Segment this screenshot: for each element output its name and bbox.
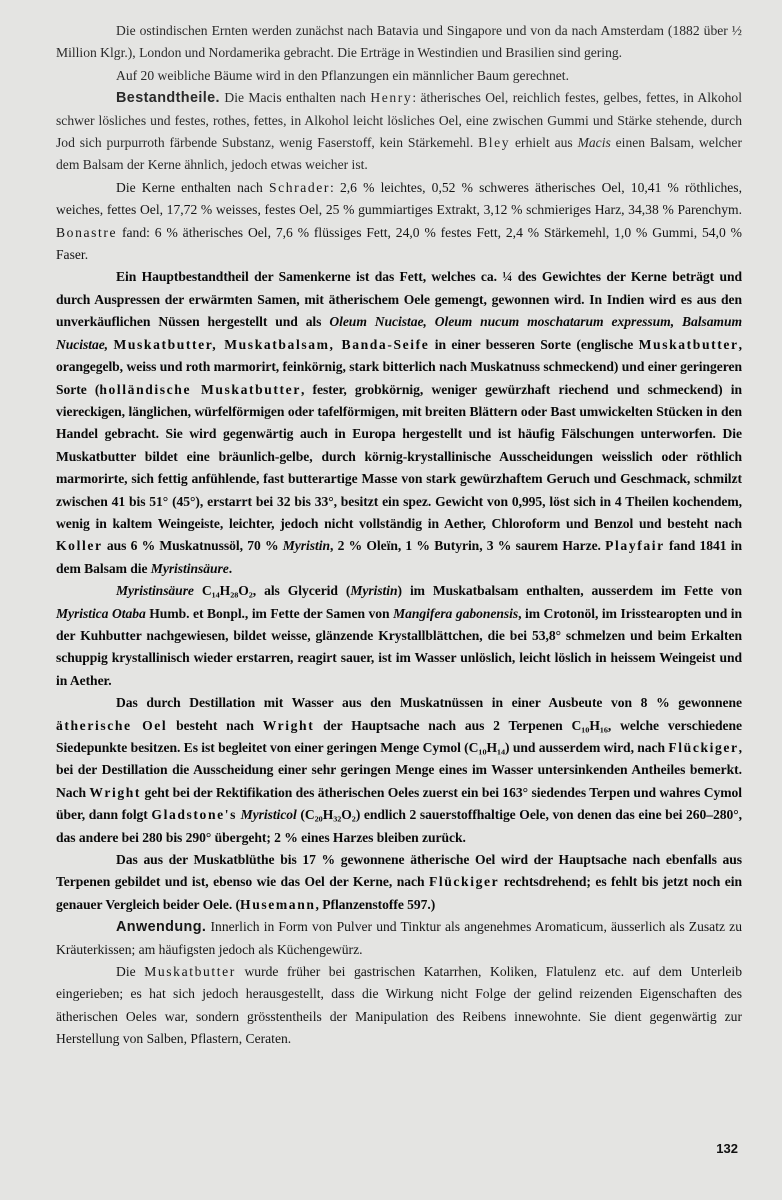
paragraph-anwendung: Anwendung. Innerlich in Form von Pulver und Tinktur als angenehmes Aromaticum, äusserlich als Zusatz zu Kräuterkissen; am häufigsten jedoch als Küchengewürz. (56, 919, 742, 957)
italic-term: Myristica Otaba (56, 605, 146, 621)
italic-term: Myristin (350, 583, 398, 599)
paragraph-muskatbluethe: Das aus der Muskatblüthe bis 17 % gewonnene ätherische Oel wird der Hauptsache nach ebenfalls aus Terpenen gebildet und ist, ebenso wie das Oel der Kerne, nach Flückiger rechtsdrehend; es fehlt bis jetzt noch ein genauer Vergleich beider Oele. (Husemann, Pflanzenstoffe 597.) (56, 852, 742, 912)
author-name: Schrader (268, 179, 331, 195)
spaced-term: Muskatbutter (638, 336, 739, 352)
paragraph-kerne: Die Kerne enthalten nach Schrader: 2,6 % leichtes, 0,52 % schweres ätherisches Oel, 10,41 % röthliches, weiches, fettes Oel, 17,72 % weisses, festes Oel, 25 % gummiartiges Extrakt, 3,12 % schmieriges Harz, 34,38 % Parenchym. Bonastre fand: 6 % ätherisches Oel, 7,6 % flüssiges Fett, 24,0 % festes Fett, 2,4 % Stärkemehl, 1,0 % Gummi, 54,0 % Faser. (56, 179, 742, 263)
section-heading-anwendung: Anwendung. (116, 919, 207, 936)
author-name: Playfair (605, 538, 665, 554)
author-name: Wright (89, 784, 142, 800)
italic-term: Myristicol (240, 807, 297, 823)
italic-term: Mangifera gabonensis (393, 605, 519, 621)
paragraph-muskatbutter-use: Die Muskatbutter wurde früher bei gastrischen Katarrhen, Koliken, Flatulenz etc. auf dem Unterleib eingerieben; es hat sich jedoch herausgestellt, dass die Wirkung nicht Folge der gelind reizenden Eigenschaften des ätherischen Oeles war, sondern grösstentheils der Manipulation des Reibens innewohnte. Sie dient gegenwärtig zur Herstellung von Salben, Pflastern, Ceraten. (56, 964, 742, 1047)
paragraph-harvest: Die ostindischen Ernten werden zunächst nach Batavia und Singapore und von da nach Amsterdam (1882 über ½ Million Klgr.), London und Nordamerika gebracht. Die Erträge in Westindien und Brasilien sind gering. (56, 23, 742, 61)
paragraph-trees: Auf 20 weibliche Bäume wird in den Pflanzungen ein männlicher Baum gerechnet. (116, 67, 569, 83)
author-name: Bley (478, 135, 511, 151)
author-name: Flückiger (668, 740, 739, 755)
author-name: Wright (262, 717, 315, 733)
italic-term: Macis (577, 135, 611, 151)
spaced-term: ätherische Oel (56, 717, 168, 733)
author-name: Flückiger (428, 874, 500, 890)
author-name: Husemann (240, 896, 316, 912)
section-heading-bestandtheile: Bestandtheile. (116, 90, 220, 107)
author-name: Henry (370, 90, 413, 106)
paragraph-aetherisches-oel: Das durch Destillation mit Wasser aus den Muskatnüssen in einer Ausbeute von 8 % gewonnene ätherische Oel besteht nach Wright der Hauptsache nach aus 2 Terpenen C₁₀H₁₆, welche verschiedene Siedepunkte besitzen. Es ist begleitet von einer geringen Menge Cymol (C₁₀H₁₄) und ausserdem wird, nach Flückiger, bei der Destillation die Ausscheidung einer sehr geringen Menge eines im Wasser untersinkenden Antheiles bemerkt. Nach Wright geht bei der Rektifikation des ätherischen Oeles zuerst ein bei 163° siedendes Terpen und wahres Cymol über, dann folgt Gladstone's Myristicol (C₂₀H₃₂O₂) endlich 2 sauerstoffhaltige Oele, von denen das eine bei 260–280°, das andere bei 280 bis 290° übergeht; 2 % eines Harzes bleiben zurück. (56, 695, 743, 845)
italic-term: Myristinsäure (150, 560, 229, 576)
italic-term: Myristinsäure (116, 583, 194, 599)
author-name: Gladstone's (151, 807, 238, 823)
spaced-term: Muskatbutter, Muskatbalsam, Banda-Seife (113, 336, 430, 352)
page-number: 132 (716, 1140, 738, 1156)
spaced-term: holländische Muskatbutter (99, 381, 301, 397)
italic-term: Myristin (282, 538, 330, 554)
italic-term: Oleum Nucistae, Oleum nucum moschatarum expressum, Balsamum Nucistae, (56, 314, 742, 352)
author-name: Koller (56, 538, 103, 554)
spaced-term: Muskatbutter (144, 964, 236, 980)
paragraph-myristinsaeure: Myristinsäure C₁₄H₂₈O₂, als Glycerid (Myristin) im Muskatbalsam enthalten, ausserdem im Fette von Myristica Otaba Humb. et Bonpl., im Fette der Samen von Mangifera gabonensis, im Crotonöl, im Irisstearopten und in der Kuhbutter nachgewiesen, bildet weisse, glänzende Krystallblättchen, die bei 53,8° schmelzen und beim Erkalten schuppig krystallinisch wieder erstarren, reagirt sauer, ist im Wasser unlöslich, leicht löslich in heissem Weingeist und in Aether. (56, 583, 743, 688)
paragraph-fett: Ein Hauptbestandtheil der Samenkerne ist das Fett, welches ca. ¼ des Gewichtes der Kerne beträgt und durch Auspressen der erwärmten Samen, mit ätherischem Oele gemengt, gewonnen wird. In Indien wird es aus den unverkäuflichen Nüssen hergestellt und als Oleum Nucistae, Oleum nucum moschatarum expressum, Balsamum Nucistae, Muskatbutter, Muskatbalsam, Banda-Seife in einer besseren Sorte (englische Muskatbutter, orangegelb, weiss und roth marmorirt, feinkörnig, stark bitterlich nach Muskatnuss schmeckend) und einer geringeren Sorte (holländische Muskatbutter, fester, grobkörnig, weniger gewürzhaft riechend und schmeckend) in viereckigen, länglichen, würfelförmigen oder tafelförmigen, mit breiten Blättern oder Bast umwickelten Stücken in den Handel gebracht. Sie wird gegenwärtig auch in Europa hergestellt und ist häufig Fälschungen unterworfen. Die Muskatbutter bildet eine bräunlich-gelbe, durch körnig-krystallinische Ausscheidungen weisslich oder röthlich marmorirte, sich fettig anfühlende, fast butterartige Masse von stark gewürzhaftem Geruch und Geschmack, schmilzt zwischen 41 bis 51° (45°), erstarrt bei 32 bis 33°, besitzt ein spez. Gewicht von 0,995, löst sich in 4 Theilen kochendem, wenig in kaltem Weingeiste, leichter, jedoch nicht vollständig in Aether, Chloroform und Benzol und besteht nach Koller aus 6 % Muskatnussöl, 70 % Myristin, 2 % Oleïn, 1 % Butyrin, 3 % saurem Harze. Playfair fand 1841 in dem Balsam die Myristinsäure. (56, 269, 742, 576)
paragraph-bestandtheile: Bestandtheile. Die Macis enthalten nach Henry: ätherisches Oel, reichlich festes, gelbes, fettes, in Alkohol schwer lösliches und festes, rothes, fettes, in Alkohol leicht lösliches Oel, eine zwischen Gummi und Stärke stehende, durch Jod sich purpurroth färbende Substanz, wenig Faserstoff, kein Stärkemehl. Bley erhielt aus Macis einen Balsam, welcher dem Balsam der Kerne ähnlich, jedoch etwas weicher ist. (56, 90, 742, 173)
author-name: Bonastre (56, 224, 118, 240)
